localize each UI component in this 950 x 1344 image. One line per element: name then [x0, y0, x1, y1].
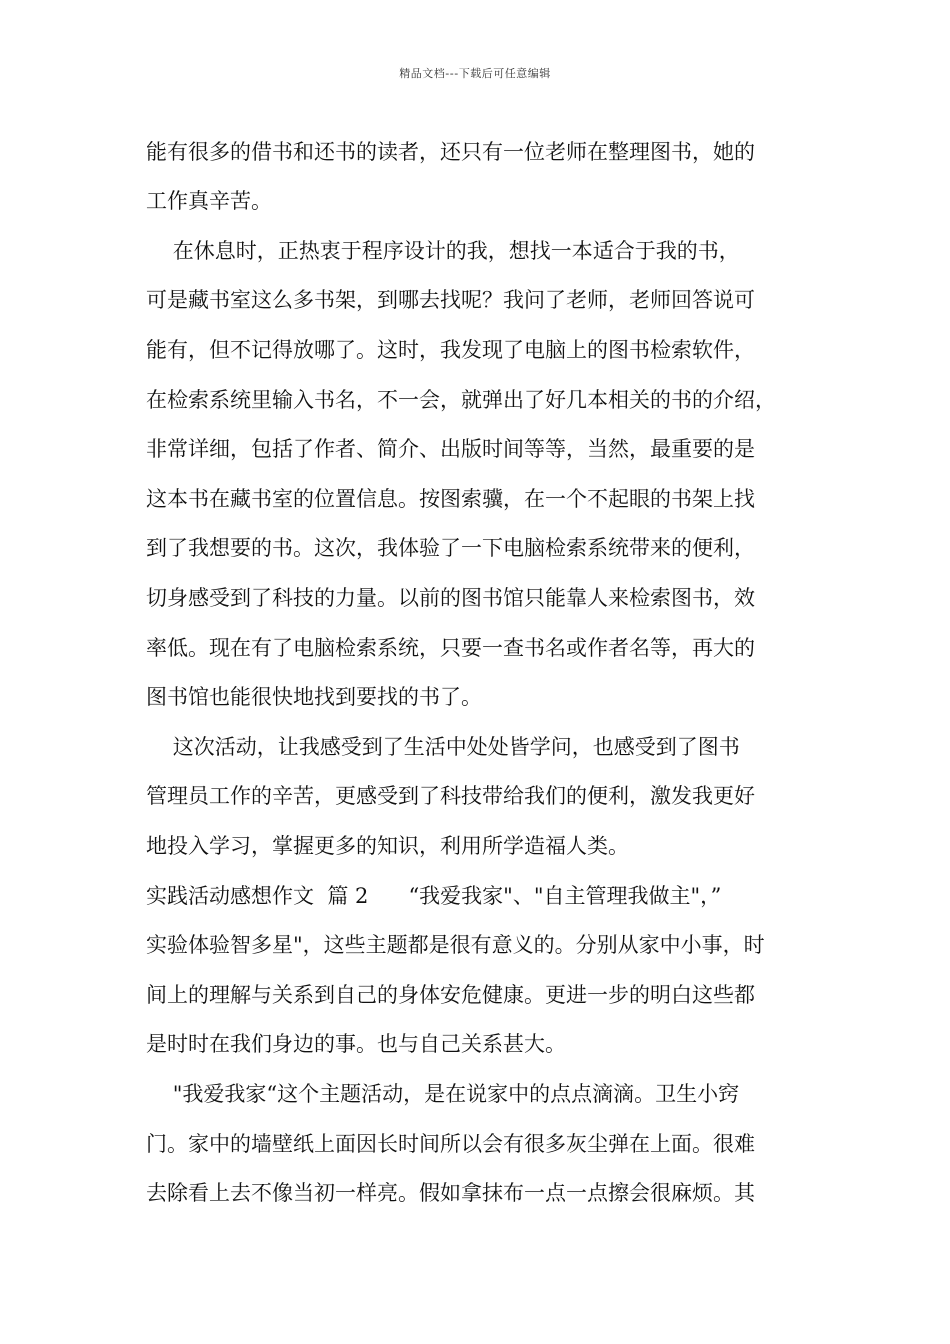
text-line: 去除看上去不像当初一样亮。假如拿抹布一点一点擦会很麻烦。其 — [146, 1181, 755, 1205]
text-line: 间上的理解与关系到自己的身体安危健康。更进一步的明白这些都 — [146, 983, 755, 1007]
text-line: 这次活动，让我感受到了生活中处处皆学问，也感受到了图书 — [146, 735, 740, 759]
text-line: 管理员工作的辛苦，更感受到了科技带给我们的便利，激发我更好 — [146, 784, 755, 808]
text-line: 在休息时，正热衷于程序设计的我，想找一本适合于我的书， — [146, 239, 740, 263]
text-line: 切身感受到了科技的力量。以前的图书馆只能靠人来检索图书，效 — [146, 586, 755, 610]
text-line: 可是藏书室这么多书架，到哪去找呢？我问了老师，老师回答说可 — [146, 288, 755, 312]
text-line: 工作真辛苦。 — [146, 189, 272, 213]
text-line: 地投入学习，掌握更多的知识，利用所学造福人类。 — [146, 834, 629, 858]
text-line: "我爱我家“这个主题活动，是在说家中的点点滴滴。卫生小窍 — [146, 1082, 740, 1106]
text-line: 是时时在我们身边的事。也与自己关系甚大。 — [146, 1032, 566, 1056]
text-line: 到了我想要的书。这次，我体验了一下电脑检索系统带来的便利， — [146, 536, 755, 560]
text-line: 在检索系统里输入书名，不一会，就弹出了好几本相关的书的介绍， — [146, 388, 776, 412]
text-line: 率低。现在有了电脑检索系统，只要一查书名或作者名等，再大的 — [146, 636, 755, 660]
text-line: 实验体验智多星"，这些主题都是很有意义的。分别从家中小事，时 — [146, 933, 765, 957]
text-line: 图书馆也能很快地找到要找的书了。 — [146, 685, 482, 709]
text-line: 这本书在藏书室的位置信息。按图索骥，在一个不起眼的书架上找 — [146, 487, 755, 511]
section-title-line: 实践活动感想作文 篇 2 “我爱我家"、"自主管理我做主"，” — [146, 884, 722, 908]
text-line: 门。家中的墙壁纸上面因长时间所以会有很多灰尘弹在上面。很难 — [146, 1132, 755, 1156]
text-line: 非常详细，包括了作者、简介、出版时间等等，当然，最重要的是 — [146, 437, 755, 461]
text-line: 能有，但不记得放哪了。这时，我发现了电脑上的图书检索软件， — [146, 338, 755, 362]
text-line: 能有很多的借书和还书的读者，还只有一位老师在整理图书，她的 — [146, 140, 755, 164]
page-header: 精品文档---下载后可任意编辑 — [399, 67, 551, 80]
